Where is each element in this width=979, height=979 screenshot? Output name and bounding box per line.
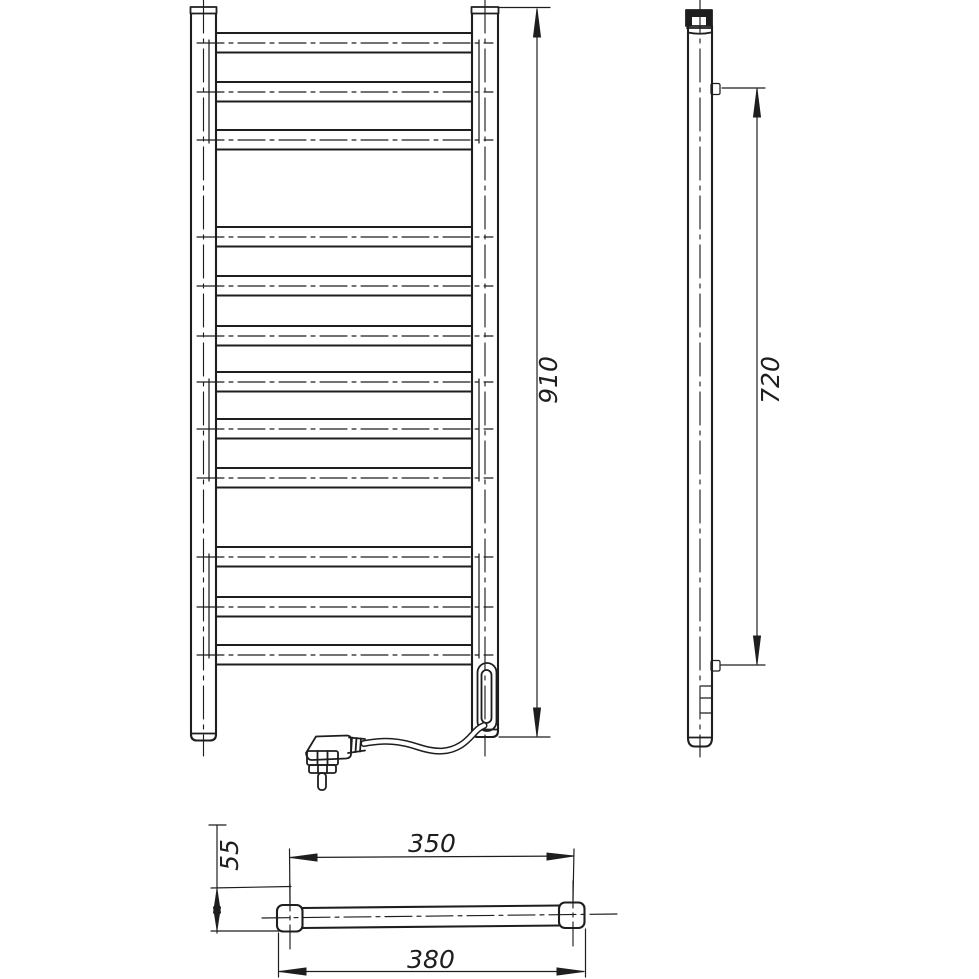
extension-line-top <box>211 887 291 889</box>
dim-arrow-down-icon <box>754 636 761 664</box>
dimension-label-350: 350 <box>408 829 456 858</box>
bottom-view <box>262 881 618 949</box>
power-cable <box>364 726 484 752</box>
bottom-rail-centerline <box>262 914 618 918</box>
dim-arrow-up-icon <box>754 89 761 117</box>
rung <box>197 130 493 150</box>
heater-housing-inner <box>482 670 492 723</box>
rung <box>197 372 493 392</box>
dimension-910 <box>499 8 563 738</box>
dimension-720 <box>721 88 785 665</box>
side-post-top-cap <box>686 10 712 34</box>
dim-arrow-down-icon <box>214 907 221 930</box>
rung <box>197 597 493 617</box>
rung <box>197 276 493 296</box>
dimension-label-910: 910 <box>534 356 563 404</box>
plug-face <box>307 751 338 773</box>
extension-line-right <box>573 849 574 900</box>
bottom-rail-bottom-edge <box>302 926 560 929</box>
right-end-cap <box>559 903 585 929</box>
rung <box>197 547 493 567</box>
front-view <box>191 0 499 790</box>
dimension-label-55: 55 <box>215 839 244 871</box>
plug-body <box>306 736 351 761</box>
rung <box>197 419 493 439</box>
heating-element-housing <box>478 663 497 731</box>
rung <box>197 33 493 53</box>
heater-housing-outer <box>478 663 497 731</box>
right-post <box>472 0 499 756</box>
dimension-350 <box>290 829 575 903</box>
bottom-rail-top-edge <box>302 906 560 909</box>
rung <box>197 227 493 247</box>
power-plug <box>306 736 365 791</box>
dim-arrow-left-icon <box>291 854 318 861</box>
plug-pin <box>318 773 326 790</box>
dimension-380 <box>279 929 586 977</box>
left-post <box>191 0 217 756</box>
dim-arrow-right-icon <box>557 968 584 975</box>
dimension-label-720: 720 <box>756 356 785 404</box>
dimension-55 <box>209 825 291 933</box>
rungs <box>197 33 493 665</box>
rung <box>197 326 493 346</box>
rung <box>197 468 493 488</box>
dim-arrow-left-icon <box>280 968 307 975</box>
rung <box>197 645 493 665</box>
dim-arrow-up-icon <box>534 9 541 37</box>
heater-profile-ticks <box>701 686 712 713</box>
dim-arrow-right-icon <box>547 853 574 860</box>
side-view <box>686 0 720 757</box>
extension-line-left <box>290 849 291 903</box>
rung <box>197 82 493 102</box>
dim-arrow-down-icon <box>534 708 541 736</box>
dimension-label-380: 380 <box>407 945 455 974</box>
